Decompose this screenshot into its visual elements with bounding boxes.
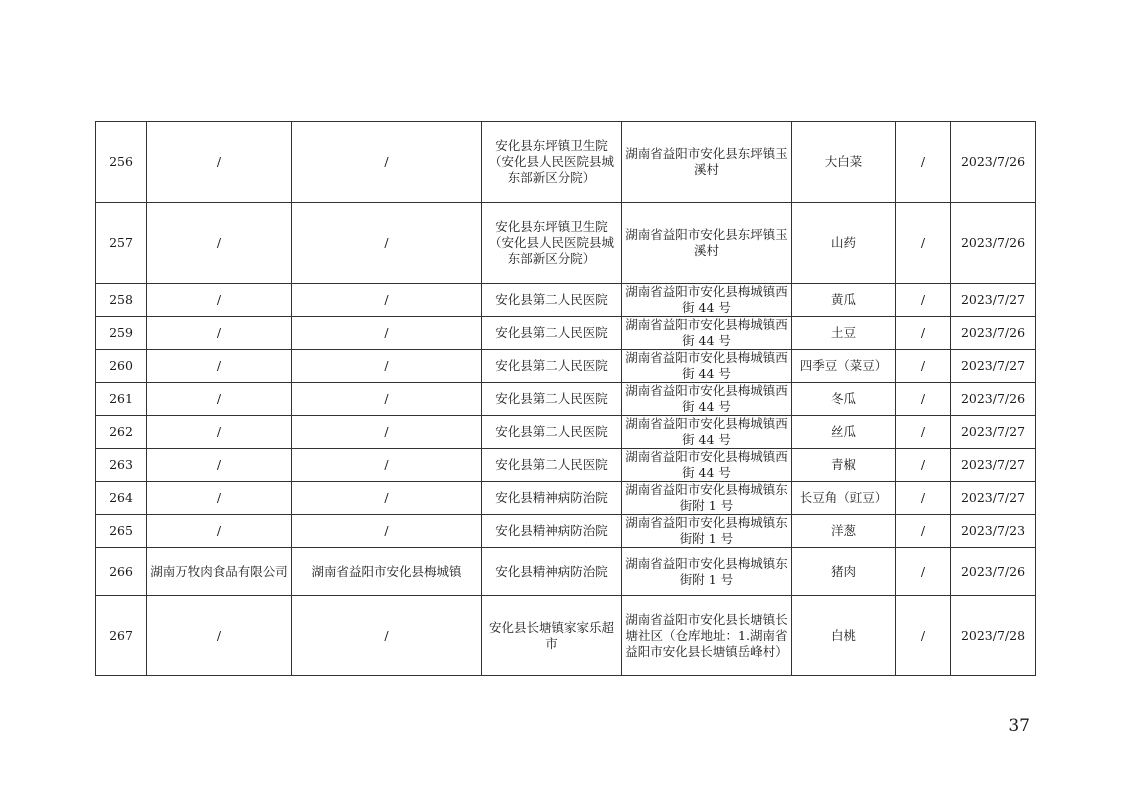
food-name-cell: 大白菜 [792,122,896,203]
sampled-address-cell: 湖南省益阳市安化县梅城镇西街 44 号 [622,416,792,449]
producer-name-cell: / [147,203,292,284]
sampled-unit-cell: 安化县第二人民医院 [482,383,622,416]
producer-name-cell: / [147,449,292,482]
producer-address-cell: / [292,449,482,482]
table-row [96,383,1036,416]
row-number-cell: 264 [96,482,147,515]
row-number-cell: 258 [96,284,147,317]
producer-address-cell: / [292,416,482,449]
table-row [96,548,1036,596]
producer-name-cell: / [147,416,292,449]
sampled-address-cell: 湖南省益阳市安化县梅城镇东街附 1 号 [622,548,792,596]
specification-cell: / [896,515,951,548]
specification-cell: / [896,482,951,515]
table-row [96,596,1036,676]
sampled-unit-cell: 安化县东坪镇卫生院（安化县人民医院县城东部新区分院） [482,122,622,203]
specification-cell: / [896,350,951,383]
food-name-cell: 洋葱 [792,515,896,548]
sampled-address-cell: 湖南省益阳市安化县梅城镇西街 44 号 [622,449,792,482]
food-name-cell: 猪肉 [792,548,896,596]
row-number-cell: 257 [96,203,147,284]
food-name-cell: 白桃 [792,596,896,676]
specification-cell: / [896,449,951,482]
sampled-unit-cell: 安化县精神病防治院 [482,515,622,548]
row-number-cell: 266 [96,548,147,596]
row-number-cell: 260 [96,350,147,383]
row-number-cell: 261 [96,383,147,416]
table-row [96,122,1036,203]
table-row [96,350,1036,383]
production-date-cell: 2023/7/26 [951,317,1036,350]
sampled-address-cell: 湖南省益阳市安化县东坪镇玉溪村 [622,122,792,203]
table-row [96,449,1036,482]
food-name-cell: 黄瓜 [792,284,896,317]
sampled-unit-cell: 安化县第二人民医院 [482,449,622,482]
producer-name-cell: 湖南万牧肉食品有限公司 [147,548,292,596]
producer-address-cell: / [292,350,482,383]
production-date-cell: 2023/7/27 [951,416,1036,449]
sampled-address-cell: 湖南省益阳市安化县梅城镇东街附 1 号 [622,482,792,515]
sampled-address-cell: 湖南省益阳市安化县梅城镇西街 44 号 [622,350,792,383]
table-row [96,482,1036,515]
sampled-address-cell: 湖南省益阳市安化县东坪镇玉溪村 [622,203,792,284]
sampled-unit-cell: 安化县精神病防治院 [482,482,622,515]
sampled-address-cell: 湖南省益阳市安化县梅城镇西街 44 号 [622,383,792,416]
specification-cell: / [896,548,951,596]
production-date-cell: 2023/7/26 [951,548,1036,596]
row-number-cell: 256 [96,122,147,203]
row-number-cell: 262 [96,416,147,449]
producer-address-cell: 湖南省益阳市安化县梅城镇 [292,548,482,596]
food-name-cell: 丝瓜 [792,416,896,449]
production-date-cell: 2023/7/27 [951,449,1036,482]
food-name-cell: 山药 [792,203,896,284]
producer-address-cell: / [292,284,482,317]
sampled-unit-cell: 安化县第二人民医院 [482,416,622,449]
specification-cell: / [896,596,951,676]
production-date-cell: 2023/7/28 [951,596,1036,676]
food-name-cell: 土豆 [792,317,896,350]
producer-address-cell: / [292,122,482,203]
row-number-cell: 263 [96,449,147,482]
production-date-cell: 2023/7/27 [951,284,1036,317]
specification-cell: / [896,317,951,350]
row-number-cell: 265 [96,515,147,548]
sampled-unit-cell: 安化县精神病防治院 [482,548,622,596]
producer-address-cell: / [292,596,482,676]
production-date-cell: 2023/7/26 [951,122,1036,203]
inspection-results-table [95,121,1036,676]
table-row [96,203,1036,284]
specification-cell: / [896,203,951,284]
producer-name-cell: / [147,515,292,548]
specification-cell: / [896,284,951,317]
production-date-cell: 2023/7/26 [951,383,1036,416]
producer-name-cell: / [147,317,292,350]
production-date-cell: 2023/7/27 [951,482,1036,515]
producer-name-cell: / [147,122,292,203]
food-name-cell: 冬瓜 [792,383,896,416]
production-date-cell: 2023/7/26 [951,203,1036,284]
sampled-address-cell: 湖南省益阳市安化县长塘镇长塘社区（仓库地址：1.湖南省益阳市安化县长塘镇岳峰村） [622,596,792,676]
sampled-address-cell: 湖南省益阳市安化县梅城镇西街 44 号 [622,317,792,350]
production-date-cell: 2023/7/27 [951,350,1036,383]
specification-cell: / [896,122,951,203]
specification-cell: / [896,416,951,449]
table-row [96,284,1036,317]
producer-address-cell: / [292,383,482,416]
producer-address-cell: / [292,515,482,548]
producer-name-cell: / [147,596,292,676]
table-body [96,122,1036,676]
sampled-address-cell: 湖南省益阳市安化县梅城镇西街 44 号 [622,284,792,317]
specification-cell: / [896,383,951,416]
producer-name-cell: / [147,482,292,515]
producer-address-cell: / [292,482,482,515]
table-row [96,317,1036,350]
row-number-cell: 259 [96,317,147,350]
producer-address-cell: / [292,203,482,284]
food-name-cell: 青椒 [792,449,896,482]
table-row [96,416,1036,449]
sampled-unit-cell: 安化县第二人民医院 [482,350,622,383]
producer-name-cell: / [147,383,292,416]
food-name-cell: 四季豆（菜豆） [792,350,896,383]
sampled-unit-cell: 安化县长塘镇家家乐超市 [482,596,622,676]
sampled-unit-cell: 安化县第二人民医院 [482,317,622,350]
page-number: 37 [1008,716,1030,736]
production-date-cell: 2023/7/23 [951,515,1036,548]
sampled-unit-cell: 安化县东坪镇卫生院（安化县人民医院县城东部新区分院） [482,203,622,284]
producer-name-cell: / [147,350,292,383]
row-number-cell: 267 [96,596,147,676]
producer-address-cell: / [292,317,482,350]
table-row [96,515,1036,548]
producer-name-cell: / [147,284,292,317]
sampled-address-cell: 湖南省益阳市安化县梅城镇东街附 1 号 [622,515,792,548]
sampled-unit-cell: 安化县第二人民医院 [482,284,622,317]
food-name-cell: 长豆角（豇豆） [792,482,896,515]
